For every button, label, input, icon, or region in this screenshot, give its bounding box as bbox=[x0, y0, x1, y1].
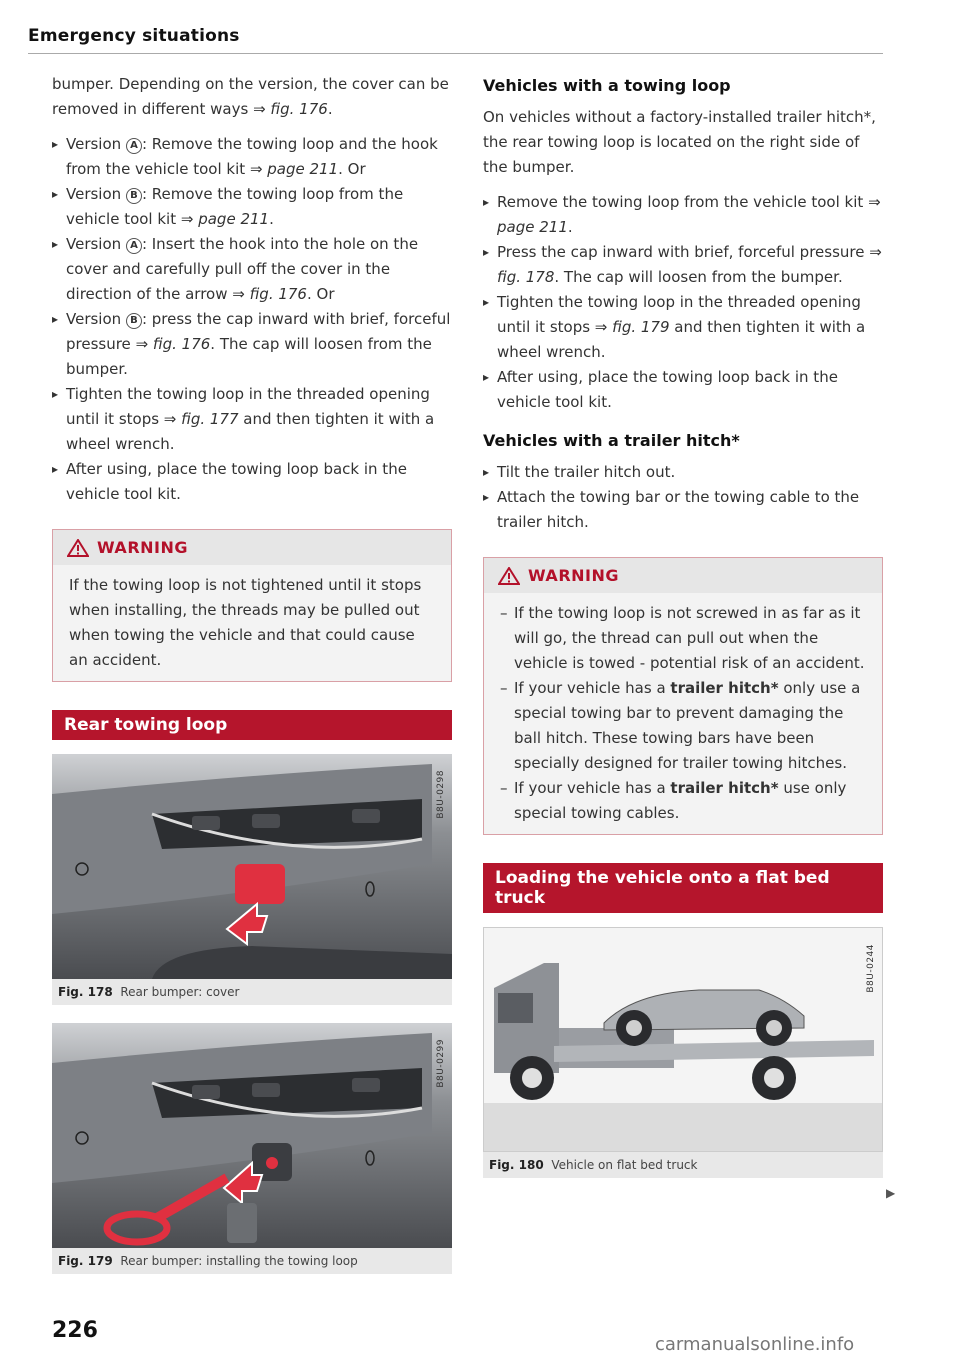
figure-178-caption bbox=[52, 979, 452, 1005]
list-item bbox=[52, 457, 452, 507]
flat-bed-truck-illustration bbox=[484, 928, 882, 1151]
cross-reference: ⇒ fig. 179 bbox=[594, 318, 670, 336]
cross-reference: ⇒ fig. 177 bbox=[163, 410, 239, 428]
right-column bbox=[483, 76, 883, 1178]
text-run: : Insert the hook into the hole on the cover and carefully pull off the cover in the direction of the arrow bbox=[66, 235, 419, 303]
cross-reference: ⇒ fig. 176 bbox=[253, 100, 328, 118]
warning-header bbox=[53, 530, 451, 565]
text-run: . bbox=[567, 218, 573, 236]
bold-term: trailer hitch* bbox=[670, 779, 779, 797]
figure-179-number: Fig. 179 bbox=[58, 1254, 113, 1268]
text-run: : Remove the towing loop from the vehicle tool kit bbox=[66, 185, 404, 228]
figure-180 bbox=[483, 927, 883, 1152]
text-run: . The cap will loosen from the bumper. bbox=[554, 268, 843, 286]
trailer-hitch-bullet-list bbox=[483, 460, 883, 535]
list-item bbox=[52, 307, 452, 382]
bold-term: trailer hitch* bbox=[670, 679, 779, 697]
text-run: . bbox=[327, 100, 333, 118]
list-item bbox=[500, 776, 866, 826]
figure-code: B8U-0244 bbox=[866, 944, 876, 993]
warning-triangle-icon bbox=[67, 539, 89, 557]
text-run: . Or bbox=[306, 285, 335, 303]
text-run: If the towing loop is not screwed in as far as it will go, the thread can pull out when the vehicle is towed - potential risk of an accident. bbox=[514, 604, 865, 672]
list-item bbox=[483, 365, 883, 415]
list-item bbox=[483, 190, 883, 240]
text-run: Version bbox=[66, 235, 126, 253]
text-run: bumper. Depending on the version, the cover can be removed in different ways bbox=[52, 75, 449, 118]
text-run: and then tighten it with a wheel wrench. bbox=[497, 318, 866, 361]
list-item bbox=[500, 601, 866, 676]
text-run: If your vehicle has a bbox=[514, 779, 671, 797]
figure-178-text: Rear bumper: cover bbox=[120, 985, 240, 999]
list-item bbox=[483, 290, 883, 365]
heading-vehicles-with-trailer-hitch: Vehicles with a trailer hitch* bbox=[483, 431, 740, 450]
cross-reference: ⇒ page 211 bbox=[180, 210, 270, 228]
version-marker: A bbox=[126, 238, 142, 254]
text-run: After using, place the towing loop back in the vehicle tool kit. bbox=[66, 460, 407, 503]
continue-arrow-icon: ▶ bbox=[886, 1186, 896, 1200]
text-run: . Or bbox=[338, 160, 366, 178]
text-run: Version bbox=[66, 185, 126, 203]
text-run: Tighten the towing loop in the threaded opening until it stops bbox=[497, 293, 861, 336]
text-run: . bbox=[269, 210, 274, 228]
cross-reference: ⇒ fig. 178 bbox=[497, 243, 882, 286]
page-header bbox=[28, 26, 883, 54]
header-title: Emergency situations bbox=[28, 26, 240, 46]
text-run: Version bbox=[66, 310, 126, 328]
text-run: Version bbox=[66, 135, 126, 153]
section-title-rear-towing-loop: Rear towing loop bbox=[52, 710, 452, 740]
warning-header bbox=[484, 558, 882, 593]
cross-reference: ⇒ page 211 bbox=[497, 193, 881, 236]
section-title-flat-bed-truck: Loading the vehicle onto a flat bed truck bbox=[483, 863, 883, 913]
list-item bbox=[500, 676, 866, 776]
warning-dash-list bbox=[500, 601, 866, 826]
text-run: : press the cap inward with brief, forceful pressure bbox=[66, 310, 451, 353]
text-run: : Remove the towing loop and the hook from the vehicle tool kit bbox=[66, 135, 438, 178]
towing-loop-intro: On vehicles without a factory-installed trailer hitch*, the rear towing loop is located on the right side of the bumper. bbox=[483, 108, 876, 176]
text-run: Tilt the trailer hitch out. bbox=[497, 463, 676, 481]
text-run: If your vehicle has a bbox=[514, 679, 671, 697]
list-item bbox=[52, 232, 452, 307]
text-run: Tighten the towing loop in the threaded opening until it stops bbox=[66, 385, 430, 428]
list-item bbox=[52, 182, 452, 232]
cross-reference: ⇒ fig. 176 bbox=[135, 335, 211, 353]
figure-code: B8U-0298 bbox=[436, 770, 446, 819]
towing-loop-bullet-list bbox=[483, 190, 883, 415]
version-marker: B bbox=[126, 188, 142, 204]
cross-reference: ⇒ fig. 176 bbox=[232, 285, 307, 303]
version-marker: B bbox=[126, 313, 142, 329]
list-item bbox=[483, 485, 883, 535]
text-run: Remove the towing loop from the vehicle tool kit bbox=[497, 193, 869, 211]
text-run: only use a special towing bar to prevent damaging the ball hitch. These towing bars have been specially designed for trailer towing hitches. bbox=[514, 679, 861, 772]
list-item bbox=[52, 382, 452, 457]
list-item bbox=[483, 240, 883, 290]
left-bullet-list bbox=[52, 132, 452, 507]
figure-code: B8U-0299 bbox=[436, 1039, 446, 1088]
watermark: carmanualsonline.info bbox=[655, 1334, 855, 1355]
figure-179 bbox=[52, 1023, 452, 1248]
figure-180-text: Vehicle on flat bed truck bbox=[551, 1158, 698, 1172]
towing-loop-install-illustration bbox=[52, 1023, 452, 1248]
list-item bbox=[483, 460, 883, 485]
warning-body bbox=[484, 593, 882, 834]
warning-title: WARNING bbox=[97, 538, 188, 557]
version-marker: A bbox=[126, 138, 142, 154]
list-item bbox=[52, 132, 452, 182]
figure-180-number: Fig. 180 bbox=[489, 1158, 544, 1172]
text-run: Attach the towing bar or the towing cable to the trailer hitch. bbox=[497, 488, 860, 531]
page-number: 226 bbox=[52, 1318, 98, 1343]
warning-box-right bbox=[483, 557, 883, 835]
text-run: Press the cap inward with brief, forceful pressure bbox=[497, 243, 870, 261]
text-run: . The cap will loosen from the bumper. bbox=[66, 335, 432, 378]
bumper-cover-illustration bbox=[52, 754, 452, 979]
cross-reference: ⇒ page 211 bbox=[249, 160, 339, 178]
figure-178-number: Fig. 178 bbox=[58, 985, 113, 999]
warning-text: If the towing loop is not tightened until it stops when installing, the threads may be pulled out when towing the vehicle and that could cause an accident. bbox=[53, 565, 451, 681]
text-run: use only special towing cables. bbox=[514, 779, 847, 822]
figure-179-text: Rear bumper: installing the towing loop bbox=[120, 1254, 358, 1268]
left-column bbox=[52, 72, 452, 1274]
figure-178 bbox=[52, 754, 452, 979]
warning-triangle-icon bbox=[498, 567, 520, 585]
figure-179-caption bbox=[52, 1248, 452, 1274]
heading-vehicles-with-towing-loop: Vehicles with a towing loop bbox=[483, 76, 731, 95]
warning-title: WARNING bbox=[528, 566, 619, 585]
left-intro-paragraph bbox=[52, 72, 452, 122]
text-run: and then tighten it with a wheel wrench. bbox=[66, 410, 435, 453]
text-run: After using, place the towing loop back in the vehicle tool kit. bbox=[497, 368, 838, 411]
warning-box-left bbox=[52, 529, 452, 682]
figure-180-caption bbox=[483, 1152, 883, 1178]
